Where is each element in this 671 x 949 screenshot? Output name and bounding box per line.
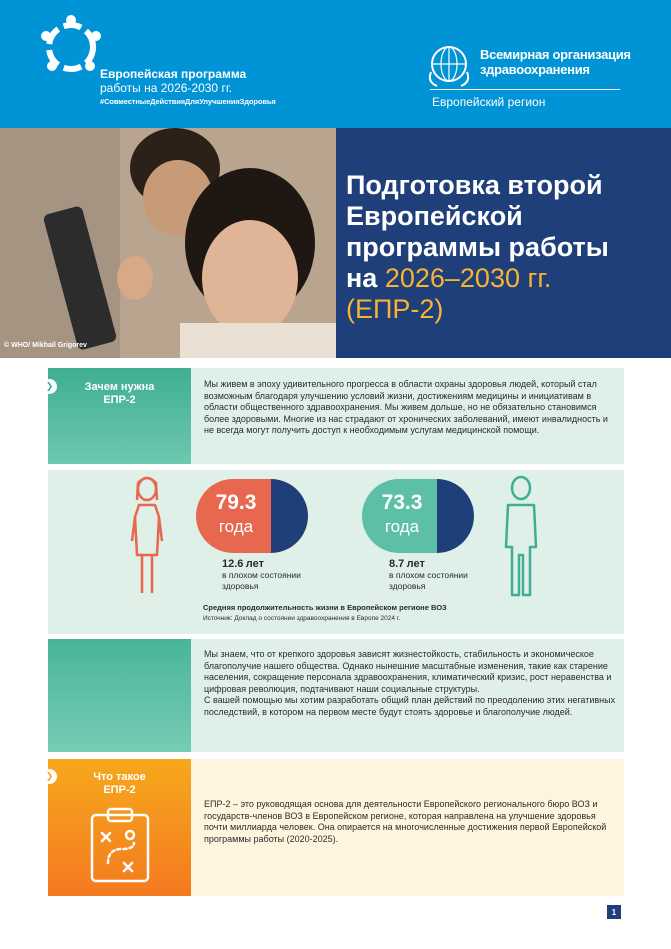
chevron-right-icon: ❯ [42,769,57,784]
what-label-line1: Что такое [93,771,146,783]
male-life-expectancy-unit: года [384,517,420,536]
life-expectancy-source: Источник: Доклад о состоянии здравоохранения в Европе 2024 г. [203,615,401,622]
programme-title-line2: работы на 2026-2030 гг. [100,81,233,95]
female-poor-health [222,559,301,592]
male-poor-health [389,559,468,592]
female-poor-health-line1: в плохом состоянии [222,570,301,580]
context-paragraph-2: С вашей помощью мы хотим разработать общий план действий по преодолению этих негативных последствий, в котором на первом месте будут стоять здоровье и благополучие людей. [204,695,616,717]
header-banner [0,0,671,128]
strategy-clipboard-icon [88,805,152,885]
female-life-expectancy-unit: года [218,517,254,536]
photo-credit: © WHO/ Mikhail Grigorev [4,342,87,349]
why-label-line1: Зачем нужна [84,381,155,393]
who-name-line1: Всемирная организация [480,47,631,62]
who-region: Европейский регион [432,95,546,109]
female-poor-health-line2: здоровья [222,581,259,591]
female-poor-health-value: 12.6 [222,558,244,570]
what-label-text [48,771,191,797]
why-label-line2: ЕПР-2 [103,394,136,406]
female-life-expectancy-pill [196,479,308,553]
male-figure-icon [500,475,542,597]
chevron-right-icon: ❯ [42,379,57,394]
female-life-expectancy-value: 79.3 [215,491,257,514]
hero-photo [0,128,336,358]
what-label-line2: ЕПР-2 [103,784,136,796]
page-number: 1 [607,905,621,919]
who-emblem-icon [425,42,473,90]
female-poor-health-unit: лет [245,558,264,570]
why-section-label [48,368,191,464]
hero-title [346,170,666,325]
male-life-expectancy-value: 73.3 [381,491,423,514]
hero-title-abbr: (ЕПР-2) [346,294,444,324]
male-poor-health-unit: лет [406,558,425,570]
divider [430,89,620,90]
who-name-line2: здравоохранения [480,62,590,77]
male-poor-health-value: 8.7 [389,558,405,570]
hero-title-years: 2026–2030 гг. [384,263,552,293]
male-poor-health-line2: здоровья [389,581,426,591]
hero-title-line1: Подготовка второй [346,170,603,200]
hero-title-prefix: на [346,263,385,293]
male-life-expectancy-pill [362,479,474,553]
hero-title-line4 [346,263,666,294]
life-expectancy-caption: Средняя продолжительность жизни в Европейском регионе ВОЗ [203,603,447,612]
who-name [480,47,631,77]
male-poor-health-line1: в плохом состоянии [389,570,468,580]
female-figure-icon [126,475,168,595]
why-label-text [48,381,191,407]
what-section-label [48,759,191,896]
what-section-text: ЕПР-2 – это руководящая основа для деятельности Европейского регионального бюро ВОЗ и государств-членов ВОЗ в Европейском регионе, которая направлена на улучшение здоровья почти миллиарда человек. Она опирается на многочисленные достижения первой Европейской программы работы (2020-2025). [204,799,607,844]
context-section-label [48,639,191,752]
why-section-text: Мы живем в эпоху удивительного прогресса в области охраны здоровья людей, который стал возможным благодаря улучшению условий жизни, достижениям медицины и инициативам в области общественного здравоохранения. Мы живем дольше, но не обязательно становимся более здоровыми. Многие из нас страдают от хронических заболеваний, имеют инвалидность и не всегда могут получить доступ к необходимым услугам медицинской помощи. [204,379,608,436]
hashtag: #СовместныеДействияДляУлучшенияЗдоровья [100,97,276,106]
children-photo-illustration [0,128,336,358]
programme-title [100,67,246,95]
programme-title-line1: Европейская программа [100,67,247,81]
hero-title-line2: Европейской [346,201,523,231]
context-paragraph-1: Мы знаем, что от крепкого здоровья зависят жизнестойкость, стабильность и экономическое благополучие нашего общества. Однако нынешние масштабные изменения, такие как старение населения, сокращение персонала здравоохранения, климатический кризис, рост неравенства и цифровая революция, подтачивают наши социальные структуры. [204,649,612,694]
programme-logo-icon [38,14,104,80]
context-section-text [204,649,616,719]
hero-title-line3: программы работы [346,232,609,262]
